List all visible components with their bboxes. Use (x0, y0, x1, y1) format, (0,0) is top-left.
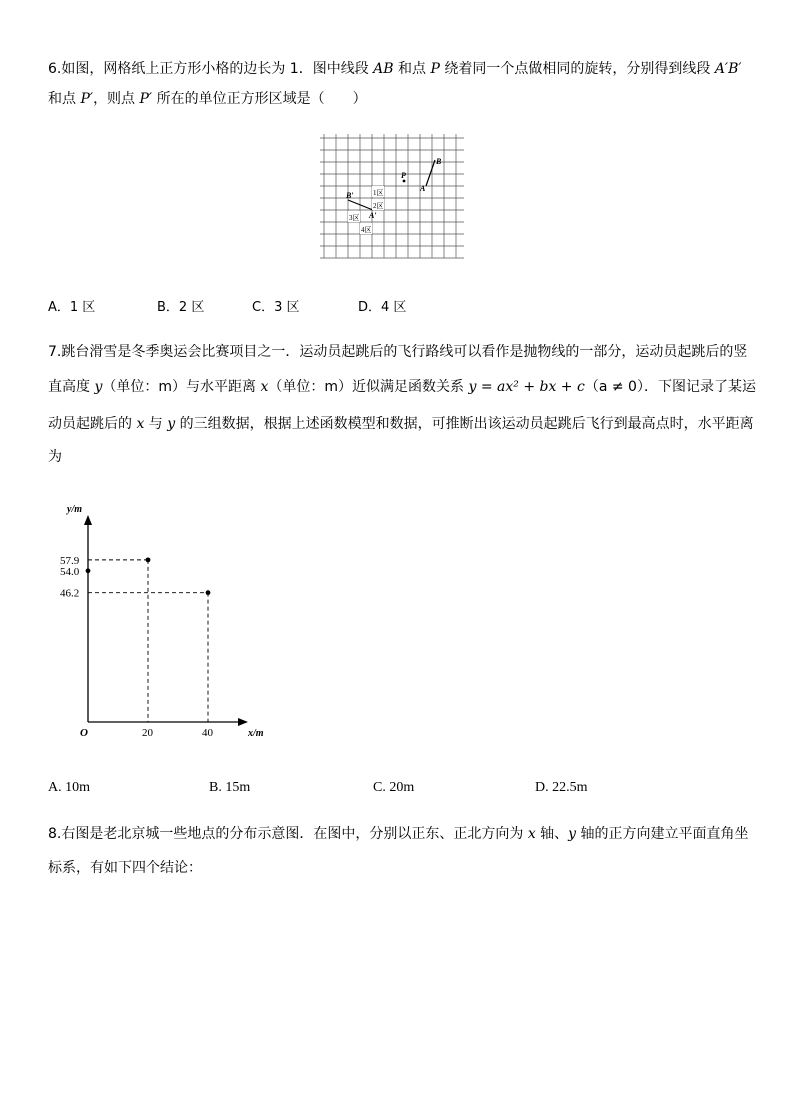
q7-text-3b: 与 (144, 416, 168, 432)
q6-option-b[interactable]: B．2 区 (157, 300, 205, 315)
q7-chart (40, 495, 280, 750)
var-y: y (94, 379, 103, 395)
q7-line-4: 为 (48, 449, 62, 465)
chart-ticks (60, 555, 214, 739)
chart-y-label: y/m (67, 504, 82, 515)
q8-line-1 (48, 823, 749, 843)
q7-text-3a: 动员起跳后的 (48, 416, 137, 432)
q7-option-b[interactable]: B. 15m (209, 780, 251, 795)
q8-text-1b: 轴、 (535, 826, 569, 842)
q6-text-1a: 如图，网格纸上正方形小格的边长为 1．图中线段 (61, 61, 374, 77)
q7-condition: （a ≠ 0） (584, 379, 644, 395)
q6-option-c[interactable]: C．3 区 (252, 300, 300, 315)
region-4: 4区 (361, 226, 372, 234)
y-axis-arrow-icon (84, 515, 92, 525)
var-x: x (260, 379, 269, 395)
q6-text-1b: 和点 (393, 61, 431, 77)
q6-text-2b: ，则点 (93, 91, 140, 107)
q6-text-1c: 绕着同一个点做相同的旋转，分别得到线段 (439, 61, 715, 77)
label-Bp: B′ (346, 191, 354, 200)
y-tick-label: 46.2 (60, 587, 80, 600)
q7-text-1: 跳台滑雪是冬季奥运会比赛项目之一．运动员起跳后的飞行路线可以看作是抛物线的一部分，运动员起跳后的竖 (61, 344, 748, 360)
q7-text-2c: （单位：m）近似满足函数关系 (268, 379, 469, 395)
y-tick-label: 57.9 (60, 554, 80, 567)
q6-line-2 (48, 88, 367, 108)
q7-text-3c: 的三组数据，根据上述函数模型和数据，可推断出该运动员起跳后飞行到最高点时，水平距离 (175, 416, 754, 432)
q6-line-1 (48, 58, 742, 78)
var-x-3: x (527, 826, 536, 842)
var-Pp-2: P′ (139, 91, 153, 107)
chart-guides (88, 560, 208, 722)
var-ApBp: A′B′ (714, 61, 742, 77)
label-B: B (436, 157, 442, 166)
q6-text-2c: 所在的单位正方形区域是（ ） (152, 91, 367, 107)
var-P: P (430, 61, 440, 77)
q6-option-a[interactable]: A．1 区 (48, 300, 96, 315)
q7-number: 7. (48, 344, 62, 360)
q7-text-2b: （单位：m）与水平距离 (102, 379, 261, 395)
q8-text-1c: 轴的正方向建立平面直角坐 (576, 826, 749, 842)
q7-formula: y = ax² + bx + c (468, 379, 585, 395)
q6-grid-figure (320, 134, 464, 260)
q7-text-2a: 直高度 (48, 379, 95, 395)
q8-text-1a: 右图是老北京城一些地点的分布示意图．在图中，分别以正东、正北方向为 (61, 826, 528, 842)
data-point (206, 590, 211, 595)
var-AB: AB (373, 61, 394, 77)
region-1: 1区 (373, 189, 384, 197)
grid-lines (320, 134, 464, 258)
q7-line-3 (48, 413, 754, 433)
chart-axes (84, 515, 248, 726)
region-2: 2区 (373, 202, 384, 210)
var-Pp: P′ (80, 91, 94, 107)
point-P (403, 180, 406, 183)
q7-option-a[interactable]: A. 10m (48, 780, 90, 795)
x-tick-label: 20 (142, 727, 153, 739)
q6-number: 6. (48, 61, 62, 77)
segment-AB (426, 160, 435, 186)
q8-line-2: 标系，有如下四个结论： (48, 860, 202, 876)
q6-option-d[interactable]: D．4 区 (358, 300, 407, 315)
data-point (86, 568, 91, 573)
var-y-2: y (167, 416, 176, 432)
data-point (146, 557, 151, 562)
chart-origin-label: O (80, 727, 88, 739)
label-A: A (420, 184, 426, 193)
q8-number: 8. (48, 826, 62, 842)
var-x-2: x (136, 416, 145, 432)
segment-ApBp (348, 200, 373, 210)
q6-text-2a: 和点 (48, 91, 81, 107)
q7-line-1 (48, 341, 747, 361)
label-Ap: A′ (369, 211, 377, 220)
x-axis-arrow-icon (238, 718, 248, 726)
q7-option-d[interactable]: D. 22.5m (535, 780, 588, 795)
region-3: 3区 (349, 214, 360, 222)
label-P: P (401, 171, 406, 180)
chart-x-label: x/m (248, 728, 264, 739)
q7-line-2 (48, 376, 756, 396)
var-y-3: y (568, 826, 577, 842)
q7-text-2d: ．下图记录了某运 (643, 379, 756, 395)
q7-option-c[interactable]: C. 20m (373, 780, 415, 795)
y-tick-label: 54.0 (60, 565, 80, 578)
x-tick-label: 40 (202, 727, 213, 739)
